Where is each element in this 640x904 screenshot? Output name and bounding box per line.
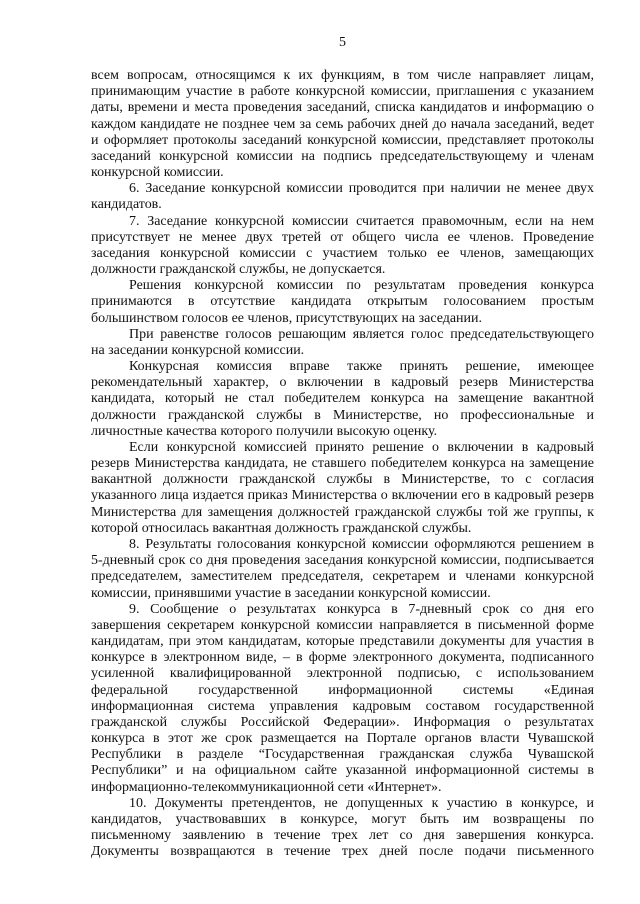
text-line: заседаний конкурсной комиссии на подпись председательствующему и членам [91, 148, 594, 164]
text-line: Конкурсная комиссия вправе также принять решение, имеющее [129, 359, 594, 375]
text-line: гражданской службы Российской Федерации». Информация о результатах [91, 714, 594, 730]
text-line: усиленной квалифицированной электронной подписью, с использованием [91, 666, 594, 682]
paragraph-continuation [91, 68, 594, 181]
text-line: на заседании конкурсной комиссии. [91, 342, 305, 358]
text-line: Министерства для замещения должностей гражданской службы той же группы, к [91, 504, 594, 520]
document-body [91, 68, 594, 860]
text-line: федеральной государственной информационной системы «Единая [91, 682, 594, 698]
text-line: резерв Министерства кандидата, не ставшего победителем конкурса на замещение [91, 456, 594, 472]
text-line: вакантной должности гражданской службы в Министерстве, то с согласия [91, 472, 594, 488]
text-line: информационно-телекоммуникационной сети «Интернет». [91, 779, 442, 795]
text-line: 7. Заседание конкурсной комиссии считается правомочным, если на нем [129, 213, 594, 229]
text-line: должности гражданской службы в Министерстве, но профессиональные и [91, 407, 594, 423]
text-line: председателем, заместителем председателя, секретарем и членами конкурсной [91, 569, 594, 585]
clause-6-paragraph [91, 181, 594, 213]
text-line: 5-дневный срок со дня проведения заседания конкурсной комиссии, подписывается [91, 553, 594, 569]
text-line: заседания конкурсной комиссии с участием только ее членов, замещающих [91, 245, 594, 261]
text-line: завершения секретарем конкурсной комиссии направляется в письменной форме [91, 617, 594, 633]
text-line: кандидата, который не стал победителем конкурса на замещение вакантной [91, 391, 594, 407]
text-line: даты, времени и места проведения заседаний, списка кандидатов и информацию о [91, 100, 594, 116]
text-line: Республики в разделе “Государственная гражданская служба Чувашской [91, 747, 594, 763]
clause-7-decisions-paragraph [91, 278, 594, 327]
text-line: указанного лица издается приказ Министерства о включении его в кадровый резерв [91, 488, 594, 504]
clause-9-paragraph [91, 602, 594, 796]
text-line: комиссии, принявшими участие в заседании конкурсной комиссии. [91, 585, 491, 601]
text-line: которой относилась вакантная должность гражданской службы. [91, 520, 472, 536]
text-line: должности гражданской службы, не допускается. [91, 262, 386, 278]
text-line: принимающим участие в работе конкурсной комиссии, приглашения с указанием [91, 84, 594, 100]
text-line: конкурсе в электронном виде, – в форме электронного документа, подписанного [91, 650, 594, 666]
clause-7-reserve-order-paragraph [91, 440, 594, 537]
text-line: конкурсной комиссии. [91, 165, 224, 181]
text-line: письменному заявлению в течение трех лет со дня завершения конкурса. [91, 828, 594, 844]
text-line: конкурса в этот же срок размещается на Портале органов власти Чувашской [91, 731, 594, 747]
clause-7-tie-vote-paragraph [91, 327, 594, 359]
clause-7-reserve-recommendation-paragraph [91, 359, 594, 440]
clause-10-paragraph [91, 796, 594, 861]
text-line: Республики” и на официальном сайте указанной информационной системы в [91, 763, 594, 779]
text-line: присутствует не менее двух третей от общего числа ее членов. Проведение [91, 229, 594, 245]
clause-7-paragraph [91, 214, 594, 279]
text-line: 8. Результаты голосования конкурсной комиссии оформляются решением в [129, 536, 594, 552]
text-line: и оформляет протоколы заседаний конкурсной комиссии, представляет протоколы [91, 132, 594, 148]
text-line: информационная система управления кадровым составом государственной [91, 698, 594, 714]
text-line: 10. Документы претендентов, не допущенных к участию в конкурсе, и [129, 795, 594, 811]
text-line: принимаются в отсутствие кандидата открытым голосованием простым [91, 294, 594, 310]
text-line: большинством голосов ее членов, присутствующих на заседании. [91, 310, 482, 326]
text-line: всем вопросам, относящимся к их функциям, в том числе направляет лицам, [91, 68, 594, 83]
text-line: кандидатов. [91, 197, 162, 213]
text-line: При равенстве голосов решающим является голос председательствующего [129, 326, 594, 342]
clause-8-paragraph [91, 537, 594, 602]
text-line: Если конкурсной комиссией принято решение о включении в кадровый [129, 439, 594, 455]
text-line: личностные качества которого получили высокую оценку. [91, 423, 438, 439]
text-line: кандидатам, при этом кандидатам, которые представили документы для участия в [91, 634, 594, 650]
text-line: каждом кандидате не позднее чем за семь рабочих дней до начала заседаний, ведет [91, 116, 594, 132]
text-line: Документы возвращаются в течение трех дней после подачи письменного [91, 844, 594, 860]
text-line: 6. Заседание конкурсной комиссии проводится при наличии не менее двух [129, 181, 594, 197]
text-line: Решения конкурсной комиссии по результатам проведения конкурса [129, 278, 594, 294]
text-line: рекомендательный характер, о включении в кадровый резерв Министерства [91, 375, 594, 391]
page-number: 5 [339, 35, 346, 50]
text-line: кандидатов, участвовавших в конкурсе, могут быть им возвращены по [91, 811, 594, 827]
text-line: 9. Сообщение о результатах конкурса в 7-дневный срок со дня его [129, 601, 594, 617]
